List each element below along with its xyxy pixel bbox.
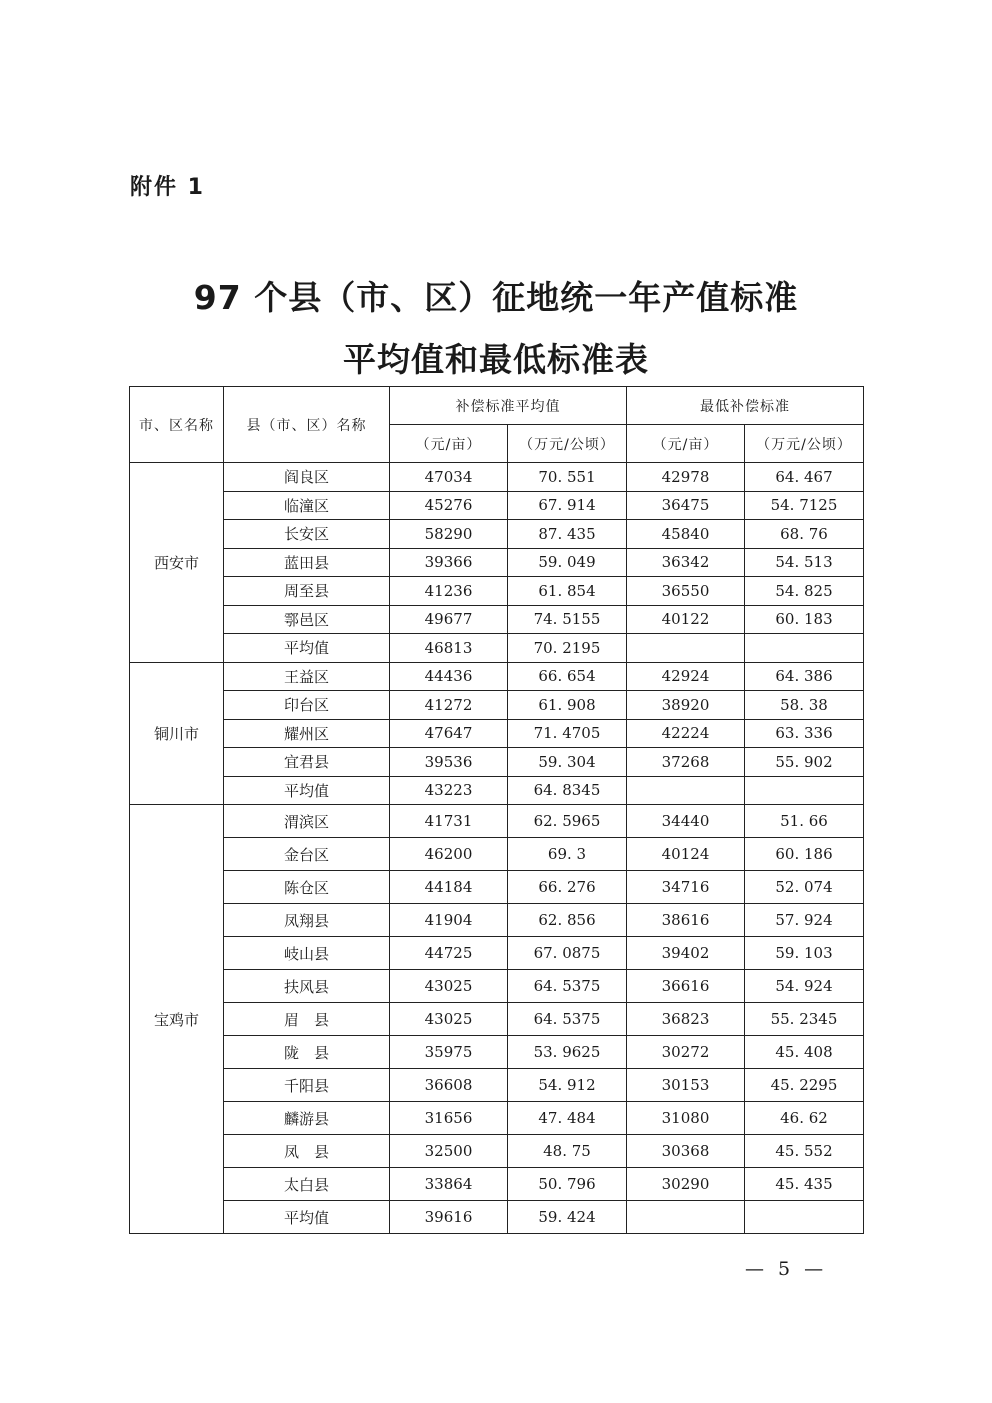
table-row — [130, 719, 864, 748]
cell-avg-mu: 47034 — [390, 463, 508, 492]
cell-min-mu: 42924 — [627, 662, 745, 691]
cell-avg-mu: 46200 — [390, 838, 508, 871]
cell-min-mu: 38920 — [627, 691, 745, 720]
cell-avg-mu: 41904 — [390, 904, 508, 937]
cell-min-ha: 45. 552 — [745, 1135, 864, 1168]
city-name: 西安市 — [130, 463, 224, 663]
cell-min-mu: 30368 — [627, 1135, 745, 1168]
cell-county: 扶风县 — [224, 970, 390, 1003]
cell-avg-ha: 67. 0875 — [508, 937, 627, 970]
cell-avg-mu: 43025 — [390, 1003, 508, 1036]
cell-min-ha: 55. 2345 — [745, 1003, 864, 1036]
table-body — [130, 463, 864, 1234]
cell-min-ha: 64. 467 — [745, 463, 864, 492]
cell-min-mu: 42224 — [627, 719, 745, 748]
cell-avg-ha: 54. 912 — [508, 1069, 627, 1102]
cell-min-mu: 34716 — [627, 871, 745, 904]
cell-avg-mu: 36608 — [390, 1069, 508, 1102]
cell-avg-ha: 74. 5155 — [508, 605, 627, 634]
cell-avg-ha: 66. 654 — [508, 662, 627, 691]
cell-county: 太白县 — [224, 1168, 390, 1201]
table-row — [130, 520, 864, 549]
cell-avg-mu: 39536 — [390, 748, 508, 777]
cell-avg-mu: 44725 — [390, 937, 508, 970]
cell-min-ha: 45. 2295 — [745, 1069, 864, 1102]
cell-avg-ha: 67. 914 — [508, 491, 627, 520]
cell-county: 凤 县 — [224, 1135, 390, 1168]
cell-min-mu: 38616 — [627, 904, 745, 937]
cell-county: 凤翔县 — [224, 904, 390, 937]
cell-avg-ha: 64. 5375 — [508, 1003, 627, 1036]
cell-min-ha — [745, 634, 864, 663]
cell-min-ha: 46. 62 — [745, 1102, 864, 1135]
table-row — [130, 748, 864, 777]
cell-county: 长安区 — [224, 520, 390, 549]
city-name: 铜川市 — [130, 662, 224, 805]
city-name: 宝鸡市 — [130, 805, 224, 1234]
cell-avg-mu: 46813 — [390, 634, 508, 663]
table-row — [130, 776, 864, 805]
header-city: 市、区名称 — [130, 387, 224, 463]
cell-county: 眉 县 — [224, 1003, 390, 1036]
page-number: — 5 — — [745, 1258, 828, 1280]
cell-min-mu: 37268 — [627, 748, 745, 777]
cell-min-ha: 55. 902 — [745, 748, 864, 777]
table-row — [130, 937, 864, 970]
cell-min-ha: 54. 825 — [745, 577, 864, 606]
table-row — [130, 605, 864, 634]
cell-avg-ha: 64. 8345 — [508, 776, 627, 805]
cell-avg-mu: 39616 — [390, 1201, 508, 1234]
standards-table — [129, 386, 864, 1234]
cell-min-mu: 42978 — [627, 463, 745, 492]
cell-county: 渭滨区 — [224, 805, 390, 838]
cell-county: 陇 县 — [224, 1036, 390, 1069]
cell-avg-mu: 43025 — [390, 970, 508, 1003]
cell-avg-mu: 32500 — [390, 1135, 508, 1168]
table-row — [130, 463, 864, 492]
table-row — [130, 491, 864, 520]
cell-county: 印台区 — [224, 691, 390, 720]
table-row — [130, 1036, 864, 1069]
cell-county: 平均值 — [224, 1201, 390, 1234]
cell-avg-mu: 44184 — [390, 871, 508, 904]
table-row — [130, 1201, 864, 1234]
cell-min-mu — [627, 634, 745, 663]
table-row — [130, 970, 864, 1003]
cell-county: 金台区 — [224, 838, 390, 871]
cell-min-ha: 64. 386 — [745, 662, 864, 691]
cell-county: 平均值 — [224, 776, 390, 805]
cell-min-mu: 36616 — [627, 970, 745, 1003]
cell-avg-ha: 48. 75 — [508, 1135, 627, 1168]
cell-county: 岐山县 — [224, 937, 390, 970]
table-row — [130, 1168, 864, 1201]
header-avg-group: 补偿标准平均值 — [390, 387, 627, 425]
cell-min-mu: 36475 — [627, 491, 745, 520]
header-min-group: 最低补偿标准 — [627, 387, 864, 425]
table-row — [130, 662, 864, 691]
cell-min-ha: 60. 183 — [745, 605, 864, 634]
cell-avg-ha: 59. 424 — [508, 1201, 627, 1234]
cell-avg-mu: 45276 — [390, 491, 508, 520]
cell-avg-ha: 70. 2195 — [508, 634, 627, 663]
cell-county: 麟游县 — [224, 1102, 390, 1135]
header-county: 县（市、区）名称 — [224, 387, 390, 463]
page-subtitle: 平均值和最低标准表 — [343, 340, 649, 379]
cell-avg-mu: 35975 — [390, 1036, 508, 1069]
cell-county: 临潼区 — [224, 491, 390, 520]
attachment-label: 附件 1 — [130, 175, 205, 200]
cell-county: 千阳县 — [224, 1069, 390, 1102]
cell-min-ha: 54. 7125 — [745, 491, 864, 520]
cell-county: 宜君县 — [224, 748, 390, 777]
cell-avg-mu: 41236 — [390, 577, 508, 606]
cell-avg-mu: 41272 — [390, 691, 508, 720]
table-row — [130, 904, 864, 937]
table-row — [130, 1003, 864, 1036]
cell-avg-ha: 47. 484 — [508, 1102, 627, 1135]
cell-avg-mu: 44436 — [390, 662, 508, 691]
cell-min-ha: 45. 408 — [745, 1036, 864, 1069]
cell-county: 阎良区 — [224, 463, 390, 492]
cell-min-mu: 45840 — [627, 520, 745, 549]
cell-min-ha: 59. 103 — [745, 937, 864, 970]
table-row — [130, 1102, 864, 1135]
cell-min-ha — [745, 776, 864, 805]
cell-min-ha: 51. 66 — [745, 805, 864, 838]
cell-avg-ha: 70. 551 — [508, 463, 627, 492]
cell-min-mu: 30290 — [627, 1168, 745, 1201]
cell-min-ha: 58. 38 — [745, 691, 864, 720]
cell-min-ha: 54. 924 — [745, 970, 864, 1003]
cell-min-mu: 34440 — [627, 805, 745, 838]
cell-avg-ha: 87. 435 — [508, 520, 627, 549]
cell-avg-ha: 59. 049 — [508, 548, 627, 577]
cell-avg-mu: 49677 — [390, 605, 508, 634]
cell-county: 王益区 — [224, 662, 390, 691]
cell-avg-ha: 69. 3 — [508, 838, 627, 871]
cell-avg-ha: 59. 304 — [508, 748, 627, 777]
cell-min-mu: 40124 — [627, 838, 745, 871]
cell-min-ha: 63. 336 — [745, 719, 864, 748]
cell-min-ha: 54. 513 — [745, 548, 864, 577]
cell-avg-ha: 53. 9625 — [508, 1036, 627, 1069]
cell-avg-mu: 41731 — [390, 805, 508, 838]
cell-min-ha: 52. 074 — [745, 871, 864, 904]
table-row — [130, 1135, 864, 1168]
cell-min-ha — [745, 1201, 864, 1234]
header-min-unit-ha: （万元/公顷） — [745, 425, 864, 463]
table-row — [130, 838, 864, 871]
cell-county: 平均值 — [224, 634, 390, 663]
cell-min-mu — [627, 776, 745, 805]
header-avg-unit-ha: （万元/公顷） — [508, 425, 627, 463]
cell-avg-mu: 33864 — [390, 1168, 508, 1201]
cell-avg-ha: 50. 796 — [508, 1168, 627, 1201]
cell-avg-ha: 66. 276 — [508, 871, 627, 904]
cell-min-mu: 36550 — [627, 577, 745, 606]
cell-county: 陈仓区 — [224, 871, 390, 904]
cell-avg-ha: 64. 5375 — [508, 970, 627, 1003]
header-min-unit-mu: （元/亩） — [627, 425, 745, 463]
table-row — [130, 1069, 864, 1102]
table-row — [130, 634, 864, 663]
cell-min-ha: 68. 76 — [745, 520, 864, 549]
cell-min-mu: 30272 — [627, 1036, 745, 1069]
cell-min-mu: 36823 — [627, 1003, 745, 1036]
table-row — [130, 805, 864, 838]
cell-county: 耀州区 — [224, 719, 390, 748]
cell-avg-mu: 43223 — [390, 776, 508, 805]
cell-avg-mu: 39366 — [390, 548, 508, 577]
table-header — [130, 387, 864, 463]
cell-min-ha: 45. 435 — [745, 1168, 864, 1201]
cell-min-ha: 60. 186 — [745, 838, 864, 871]
cell-min-mu: 31080 — [627, 1102, 745, 1135]
cell-avg-mu: 31656 — [390, 1102, 508, 1135]
table-row — [130, 577, 864, 606]
cell-min-mu: 40122 — [627, 605, 745, 634]
cell-min-mu: 30153 — [627, 1069, 745, 1102]
cell-avg-ha: 62. 5965 — [508, 805, 627, 838]
table-row — [130, 548, 864, 577]
cell-county: 蓝田县 — [224, 548, 390, 577]
header-avg-unit-mu: （元/亩） — [390, 425, 508, 463]
cell-avg-mu: 58290 — [390, 520, 508, 549]
cell-avg-mu: 47647 — [390, 719, 508, 748]
page-title: 97 个县（市、区）征地统一年产值标准 — [193, 278, 799, 317]
cell-min-ha: 57. 924 — [745, 904, 864, 937]
table-row — [130, 691, 864, 720]
cell-avg-ha: 61. 854 — [508, 577, 627, 606]
cell-min-mu: 36342 — [627, 548, 745, 577]
table-row — [130, 871, 864, 904]
cell-avg-ha: 61. 908 — [508, 691, 627, 720]
cell-min-mu: 39402 — [627, 937, 745, 970]
cell-county: 周至县 — [224, 577, 390, 606]
cell-min-mu — [627, 1201, 745, 1234]
cell-avg-ha: 71. 4705 — [508, 719, 627, 748]
cell-avg-ha: 62. 856 — [508, 904, 627, 937]
cell-county: 鄠邑区 — [224, 605, 390, 634]
